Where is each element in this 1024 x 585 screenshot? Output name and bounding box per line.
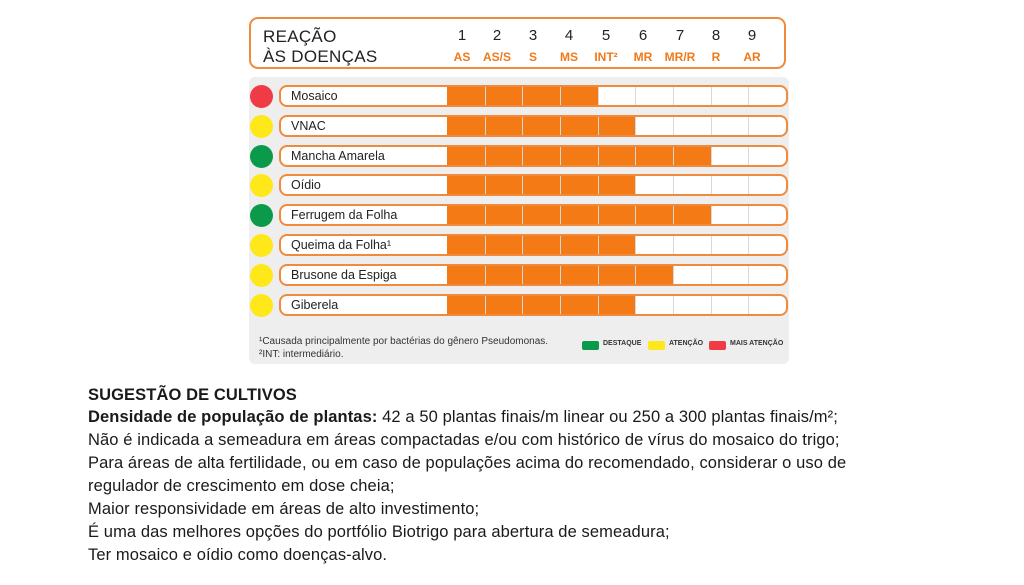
status-dot <box>250 145 273 168</box>
grid-line <box>748 206 749 224</box>
disease-row <box>279 204 788 226</box>
grid-line <box>560 87 561 105</box>
grid-line <box>560 117 561 135</box>
text-line-7: Ter mosaico e oídio como doenças-alvo. <box>88 546 388 564</box>
grid-line <box>635 117 636 135</box>
legend-swatch-atencao <box>648 341 665 350</box>
reaction-bar <box>447 206 711 224</box>
scale-code: INT² <box>594 50 618 64</box>
scale-code: AR <box>743 50 761 64</box>
scale-number: 5 <box>601 27 611 44</box>
grid-line <box>598 296 599 314</box>
section-heading: SUGESTÃO DE CULTIVOS <box>88 386 297 404</box>
legend-label-mais-atencao: MAIS ATENÇÃO <box>730 340 784 347</box>
text-line-3: Para áreas de alta fertilidade, ou em caso de populações acima do recomendado, considerar o uso de <box>88 454 847 472</box>
legend-label-destaque: DESTAQUE <box>603 340 642 347</box>
chart-title-line2: ÀS DOENÇAS <box>263 47 378 66</box>
scale-number: 2 <box>492 27 502 44</box>
scale-number: 9 <box>747 27 757 44</box>
grid-line <box>560 236 561 254</box>
density-label: Densidade de população de plantas: <box>88 408 378 426</box>
disease-label: Queima da Folha¹ <box>291 238 392 252</box>
reaction-bar <box>447 236 635 254</box>
grid-line <box>522 206 523 224</box>
grid-line <box>560 147 561 165</box>
scale-code: MR/R <box>664 50 696 64</box>
scale-code: S <box>528 50 537 64</box>
grid-line <box>522 266 523 284</box>
status-dot <box>250 174 273 197</box>
scale-number: 3 <box>528 27 538 44</box>
grid-line <box>711 206 712 224</box>
grid-line <box>673 236 674 254</box>
reaction-bar <box>447 296 635 314</box>
scale-code: R <box>711 50 721 64</box>
grid-line <box>748 117 749 135</box>
grid-line <box>485 236 486 254</box>
reaction-bar <box>447 176 635 194</box>
grid-line <box>711 117 712 135</box>
disease-label: Mancha Amarela <box>291 149 385 163</box>
scale-number: 4 <box>564 27 574 44</box>
grid-line <box>748 296 749 314</box>
grid-line <box>635 87 636 105</box>
grid-line <box>485 87 486 105</box>
grid-line <box>673 296 674 314</box>
grid-line <box>635 266 636 284</box>
grid-line <box>711 296 712 314</box>
status-dot <box>250 85 273 108</box>
grid-line <box>748 266 749 284</box>
scale-code: MR <box>633 50 653 64</box>
grid-line <box>598 117 599 135</box>
reaction-bar <box>447 147 711 165</box>
disease-row <box>279 174 788 196</box>
disease-row <box>279 85 788 107</box>
status-dot <box>250 204 273 227</box>
disease-label: Giberela <box>291 298 339 312</box>
reaction-bar <box>447 117 635 135</box>
scale-code: MS <box>560 50 578 64</box>
text-line-2: Não é indicada a semeadura em áreas compactadas e/ou com histórico de vírus do mosaico do trigo; <box>88 431 840 449</box>
footnote-1: ¹Causada principalmente por bactérias do gênero Pseudomonas. <box>259 336 549 347</box>
status-dot <box>250 234 273 257</box>
grid-line <box>673 176 674 194</box>
disease-label: Oídio <box>291 178 321 192</box>
chart-title <box>263 27 377 67</box>
grid-line <box>711 87 712 105</box>
chart-title-line1: REAÇÃO <box>263 27 337 46</box>
legend-swatch-mais-atencao <box>709 341 726 350</box>
status-dot <box>250 264 273 287</box>
legend-label-atencao: ATENÇÃO <box>669 340 704 347</box>
grid-line <box>560 176 561 194</box>
grid-line <box>485 206 486 224</box>
grid-line <box>598 147 599 165</box>
grid-line <box>748 147 749 165</box>
disease-row <box>279 264 788 286</box>
grid-line <box>635 147 636 165</box>
grid-line <box>635 296 636 314</box>
grid-line <box>485 266 486 284</box>
scale-number: 1 <box>457 27 467 44</box>
text-line-5: Maior responsividade em áreas de alto investimento; <box>88 500 480 518</box>
grid-line <box>673 87 674 105</box>
grid-line <box>748 176 749 194</box>
grid-line <box>635 176 636 194</box>
grid-line <box>598 87 599 105</box>
disease-label: Mosaico <box>291 89 338 103</box>
scale-code: AS/S <box>482 50 511 64</box>
grid-line <box>711 266 712 284</box>
density-line <box>88 408 838 427</box>
text-line-6: É uma das melhores opções do portfólio Biotrigo para abertura de semeadura; <box>88 523 670 541</box>
disease-label: VNAC <box>291 119 326 133</box>
scale-number: 8 <box>711 27 721 44</box>
grid-line <box>485 176 486 194</box>
grid-line <box>711 236 712 254</box>
disease-row <box>279 294 788 316</box>
grid-line <box>711 176 712 194</box>
grid-line <box>598 206 599 224</box>
text-line-4: regulador de crescimento em dose cheia; <box>88 477 395 495</box>
grid-line <box>635 206 636 224</box>
grid-line <box>598 266 599 284</box>
scale-code: AS <box>453 50 471 64</box>
grid-line <box>522 176 523 194</box>
grid-line <box>560 206 561 224</box>
legend-swatch-destaque <box>582 341 599 350</box>
density-value: 42 a 50 plantas finais/m linear ou 250 a 300 plantas finais/m²; <box>377 408 838 426</box>
disease-label: Ferrugem da Folha <box>291 208 398 222</box>
grid-line <box>711 147 712 165</box>
grid-line <box>522 296 523 314</box>
grid-line <box>522 117 523 135</box>
grid-line <box>522 236 523 254</box>
grid-line <box>560 266 561 284</box>
status-dot <box>250 294 273 317</box>
status-dot <box>250 115 273 138</box>
grid-line <box>673 266 674 284</box>
grid-line <box>673 206 674 224</box>
scale-number: 6 <box>638 27 648 44</box>
disease-row <box>279 145 788 167</box>
disease-label: Brusone da Espiga <box>291 268 397 282</box>
grid-line <box>485 117 486 135</box>
grid-line <box>560 296 561 314</box>
grid-line <box>673 147 674 165</box>
grid-line <box>748 236 749 254</box>
grid-line <box>635 236 636 254</box>
grid-line <box>522 147 523 165</box>
grid-line <box>485 296 486 314</box>
grid-line <box>485 147 486 165</box>
grid-line <box>748 87 749 105</box>
scale-number: 7 <box>675 27 685 44</box>
grid-line <box>522 87 523 105</box>
grid-line <box>673 117 674 135</box>
disease-row <box>279 234 788 256</box>
disease-row <box>279 115 788 137</box>
footnote-2: ²INT: intermediário. <box>259 349 344 360</box>
grid-line <box>598 236 599 254</box>
grid-line <box>598 176 599 194</box>
